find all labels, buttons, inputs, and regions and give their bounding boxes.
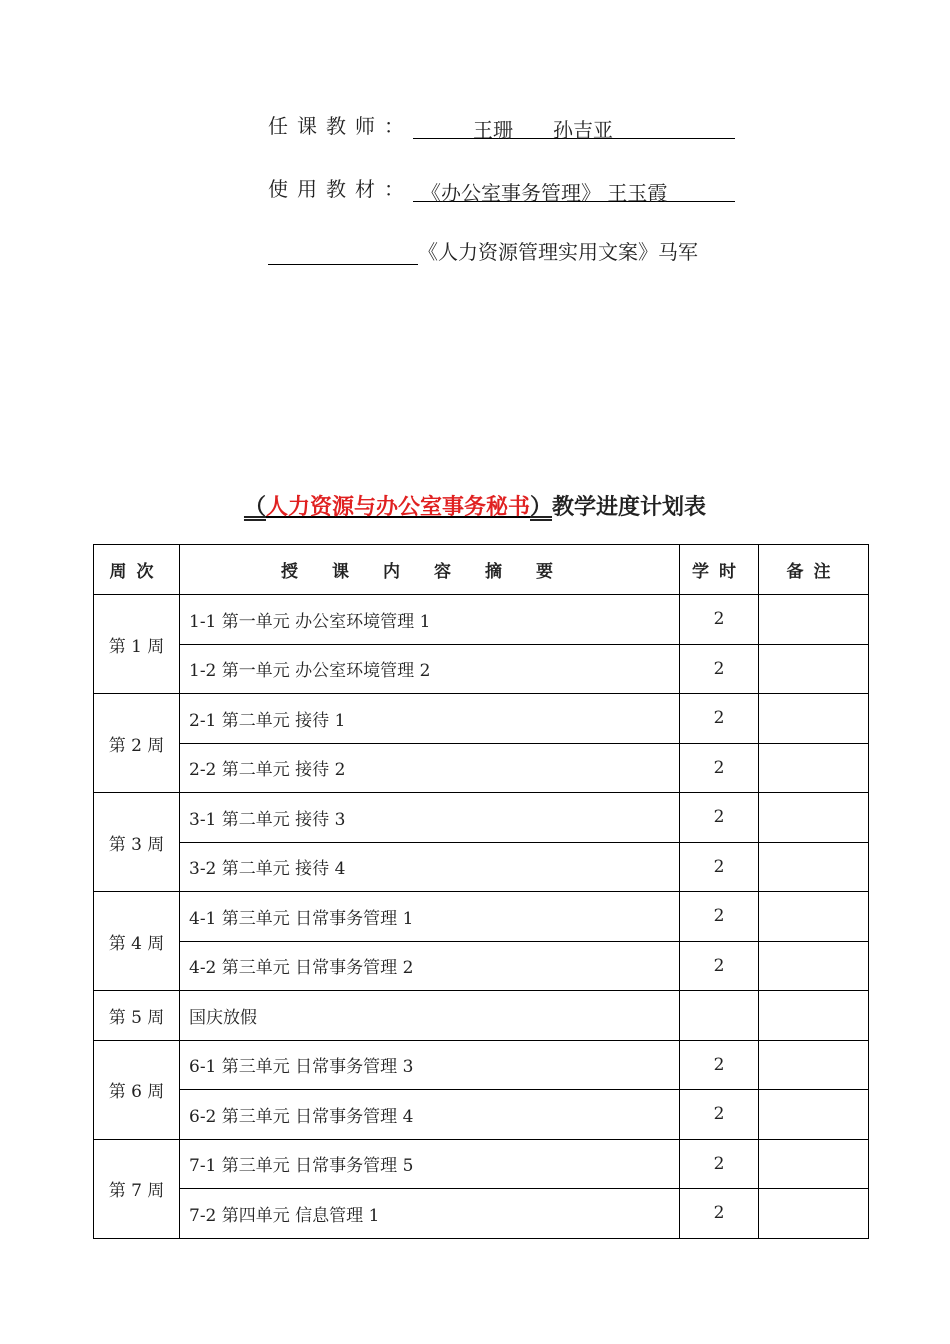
content-cell: 6-2 第三单元 日常事务管理 4 <box>180 1090 680 1140</box>
hours-cell: 2 <box>680 892 759 942</box>
header-notes: 备注 <box>759 545 869 595</box>
week-cell: 第 5 周 <box>94 991 180 1041</box>
notes-cell <box>759 793 869 843</box>
table-row <box>94 842 869 892</box>
textbook-1-field <box>413 177 735 205</box>
table-row <box>94 991 869 1041</box>
table-row <box>94 694 869 744</box>
notes-cell <box>759 941 869 991</box>
table-body <box>94 595 869 1239</box>
textbook-1: 《办公室事务管理》 王玉霞 <box>421 181 668 205</box>
notes-cell <box>759 694 869 744</box>
teacher-label: 任课教师： <box>268 114 413 138</box>
textbook-line-2 <box>268 236 698 265</box>
table-row <box>94 644 869 694</box>
table-row <box>94 941 869 991</box>
week-cell: 第 3 周 <box>94 793 180 892</box>
hours-cell: 2 <box>680 743 759 793</box>
content-cell: 3-1 第二单元 接待 3 <box>180 793 680 843</box>
hours-cell: 2 <box>680 1090 759 1140</box>
notes-cell <box>759 1189 869 1239</box>
table-row <box>94 1090 869 1140</box>
content-cell: 1-2 第一单元 办公室环境管理 2 <box>180 644 680 694</box>
title-open-paren: （ <box>243 495 266 520</box>
content-cell: 7-2 第四单元 信息管理 1 <box>180 1189 680 1239</box>
table-row <box>94 892 869 942</box>
schedule-table <box>93 544 869 1239</box>
table-row <box>94 743 869 793</box>
content-cell: 2-1 第二单元 接待 1 <box>180 694 680 744</box>
content-cell: 国庆放假 <box>180 991 680 1041</box>
content-cell: 2-2 第二单元 接待 2 <box>180 743 680 793</box>
hours-cell: 2 <box>680 595 759 645</box>
hours-cell: 2 <box>680 694 759 744</box>
notes-cell <box>759 644 869 694</box>
hours-cell: 2 <box>680 842 759 892</box>
table-row <box>94 1139 869 1189</box>
content-cell: 3-2 第二单元 接待 4 <box>180 842 680 892</box>
notes-cell <box>759 1139 869 1189</box>
header-week: 周次 <box>94 545 180 595</box>
page-title <box>0 490 950 521</box>
week-cell: 第 1 周 <box>94 595 180 694</box>
table-row <box>94 595 869 645</box>
textbook-2-blank <box>268 240 418 265</box>
content-cell: 4-2 第三单元 日常事务管理 2 <box>180 941 680 991</box>
hours-cell <box>680 991 759 1041</box>
content-cell: 6-1 第三单元 日常事务管理 3 <box>180 1040 680 1090</box>
notes-cell <box>759 595 869 645</box>
teacher-names: 王珊 孙吉亚 <box>473 118 613 142</box>
notes-cell <box>759 1040 869 1090</box>
content-cell: 7-1 第三单元 日常事务管理 5 <box>180 1139 680 1189</box>
table-row <box>94 1189 869 1239</box>
teacher-names-field <box>413 114 735 142</box>
content-cell: 4-1 第三单元 日常事务管理 1 <box>180 892 680 942</box>
notes-cell <box>759 1090 869 1140</box>
notes-cell <box>759 892 869 942</box>
hours-cell: 2 <box>680 1189 759 1239</box>
week-cell: 第 4 周 <box>94 892 180 991</box>
title-close-paren: ） <box>530 495 553 520</box>
table-header-row <box>94 545 869 595</box>
content-cell: 1-1 第一单元 办公室环境管理 1 <box>180 595 680 645</box>
title-suffix: 教学进度计划表 <box>552 495 707 520</box>
textbook-line-1 <box>268 173 735 205</box>
week-cell: 第 6 周 <box>94 1040 180 1139</box>
notes-cell <box>759 991 869 1041</box>
week-cell: 第 2 周 <box>94 694 180 793</box>
hours-cell: 2 <box>680 793 759 843</box>
textbook-2: 《人力资源管理实用文案》马军 <box>418 240 698 264</box>
table-row <box>94 793 869 843</box>
hours-cell: 2 <box>680 941 759 991</box>
title-course-name: 人力资源与办公室事务秘书 <box>265 495 530 520</box>
notes-cell <box>759 842 869 892</box>
header-content: 授课内容摘要 <box>180 545 680 595</box>
hours-cell: 2 <box>680 644 759 694</box>
teacher-line <box>268 110 735 142</box>
hours-cell: 2 <box>680 1139 759 1189</box>
table-row <box>94 1040 869 1090</box>
hours-cell: 2 <box>680 1040 759 1090</box>
header-hours: 学时 <box>680 545 759 595</box>
textbook-label: 使用教材： <box>268 177 413 201</box>
week-cell: 第 7 周 <box>94 1139 180 1238</box>
notes-cell <box>759 743 869 793</box>
